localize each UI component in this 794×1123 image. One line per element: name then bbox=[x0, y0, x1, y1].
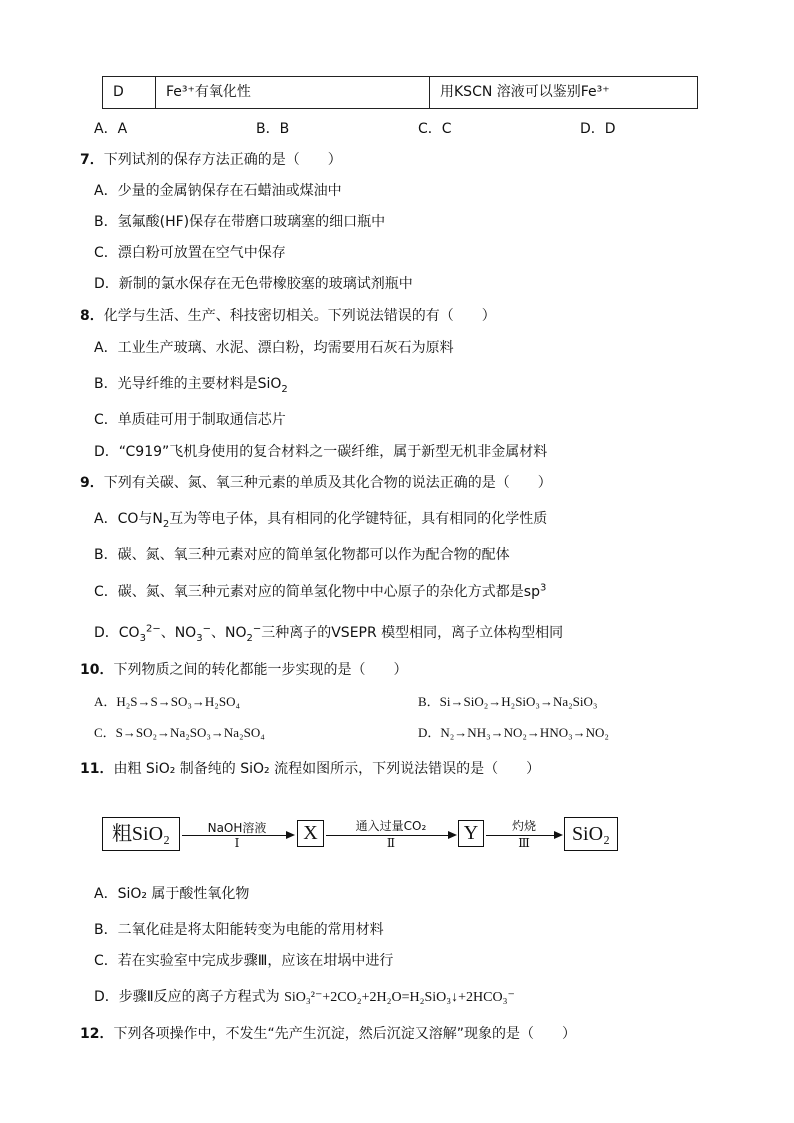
flow-arrow1-step: Ⅰ bbox=[234, 836, 240, 850]
q9-option-c: C．碳、氮、氧三种元素对应的简单氢化物中中心原子的杂化方式都是$sp^3$ bbox=[94, 582, 547, 600]
ionic-equation: SiO₃²⁻+2CO₂+2H₂O=H₂SiO₃↓+2HCO₃⁻ bbox=[284, 990, 515, 1005]
table-cell-property: Fe³⁺有氧化性 bbox=[166, 84, 251, 100]
q9-option-d: D．$CO_3^{2-}$、$NO_3^-$、$NO_2^-$三种离子的VSEPR 模型相同，离子立体构型相同 bbox=[94, 623, 564, 644]
q7-option-a: A．少量的金属钠保存在石蜡油或煤油中 bbox=[94, 183, 342, 199]
question-stem: 下列各项操作中，不发生“先产生沉淀，然后沉淀又溶解”现象的是（ ） bbox=[113, 1026, 576, 1042]
q8-option-a: A．工业生产玻璃、水泥、漂白粉，均需要用石灰石为原料 bbox=[94, 340, 454, 356]
answer-table-row bbox=[102, 76, 698, 109]
flow-arrow3-step: Ⅲ bbox=[518, 836, 530, 850]
q6-option-d: D．D bbox=[580, 121, 616, 137]
q10-option-b: B．Si→SiO₂→H₂SiO₃→Na₂SiO₃ bbox=[418, 694, 598, 709]
question-12 bbox=[80, 1023, 576, 1043]
question-number: 12． bbox=[80, 1026, 114, 1042]
q7-option-c: C．漂白粉可放置在空气中保存 bbox=[94, 245, 286, 261]
question-stem: 下列有关碳、氮、氧三种元素的单质及其化合物的说法正确的是（ ） bbox=[103, 475, 552, 491]
question-number: 11． bbox=[80, 761, 114, 777]
q6-option-b: B．B bbox=[256, 121, 290, 137]
q8-option-b: B．光导纤维的主要材料是SiO$_2$ bbox=[94, 376, 288, 395]
question-10 bbox=[80, 659, 407, 679]
flow-box-pure-sio2: SiO₂ bbox=[564, 817, 618, 851]
question-stem: 下列试剂的保存方法正确的是（ ） bbox=[103, 152, 342, 168]
q7-option-d: D．新制的氯水保存在无色带橡胶塞的玻璃试剂瓶中 bbox=[94, 276, 413, 292]
q11-option-d: D．步骤Ⅱ反应的离子方程式为 SiO₃²⁻+2CO₂+2H₂O=H₂SiO₃↓+2HCO₃⁻ bbox=[94, 989, 515, 1005]
q6-option-c: C．C bbox=[418, 121, 452, 137]
question-11 bbox=[80, 758, 540, 778]
q7-option-b: B．氢氟酸(HF)保存在带磨口玻璃塞的细口瓶中 bbox=[94, 214, 386, 230]
question-8 bbox=[80, 305, 496, 325]
table-cell-application: 用KSCN 溶液可以鉴别Fe³⁺ bbox=[440, 84, 610, 100]
question-stem: 由粗 SiO₂ 制备纯的 SiO₂ 流程如图所示，下列说法错误的是（ ） bbox=[113, 761, 541, 777]
flow-box-y: Y bbox=[458, 820, 484, 847]
question-stem: 下列物质之间的转化都能一步实现的是（ ） bbox=[113, 662, 408, 678]
flow-arrow3-reagent: 灼烧 bbox=[511, 819, 536, 833]
q8-option-d: D．“C919”飞机身使用的复合材料之一碳纤维，属于新型无机非金属材料 bbox=[94, 444, 548, 460]
flow-arrow2-step: Ⅱ bbox=[386, 836, 396, 850]
q10-option-c: C．S→SO₂→Na₂SO₃→Na₂SO₄ bbox=[94, 725, 265, 740]
flow-box-crude-sio2: 粗SiO₂ bbox=[102, 817, 180, 851]
table-cell-option: D bbox=[113, 84, 124, 100]
question-number: 10． bbox=[80, 662, 114, 678]
question-number: 7． bbox=[80, 152, 104, 168]
question-number: 8． bbox=[80, 308, 104, 324]
q10-option-d: D．N₂→NH₃→NO₂→HNO₃→NO₂ bbox=[418, 725, 609, 740]
flow-arrow2-reagent: 通入过量CO₂ bbox=[355, 819, 427, 833]
question-9 bbox=[80, 472, 552, 492]
flow-arrow1-reagent: NaOH溶液 bbox=[207, 821, 267, 835]
flow-box-x: X bbox=[297, 820, 324, 847]
q6-option-a: A．A bbox=[94, 121, 128, 137]
question-stem: 化学与生活、生产、科技密切相关。下列说法错误的有（ ） bbox=[103, 308, 496, 324]
q11-option-b: B．二氧化硅是将太阳能转变为电能的常用材料 bbox=[94, 922, 384, 938]
q11-option-c: C．若在实验室中完成步骤Ⅲ，应该在坩埚中进行 bbox=[94, 953, 394, 969]
q8-option-c: C．单质硅可用于制取通信芯片 bbox=[94, 412, 286, 428]
q9-option-b: B．碳、氮、氧三种元素对应的简单氢化物都可以作为配合物的配体 bbox=[94, 547, 510, 563]
q11-option-a: A．SiO₂ 属于酸性氧化物 bbox=[94, 886, 250, 902]
q9-option-a: A．CO与$N_2$互为等电子体，具有相同的化学键特征，具有相同的化学性质 bbox=[94, 511, 548, 530]
question-number: 9． bbox=[80, 475, 104, 491]
q10-option-a: A．H₂S→S→SO₃→H₂SO₄ bbox=[94, 694, 240, 709]
question-7 bbox=[80, 149, 342, 169]
